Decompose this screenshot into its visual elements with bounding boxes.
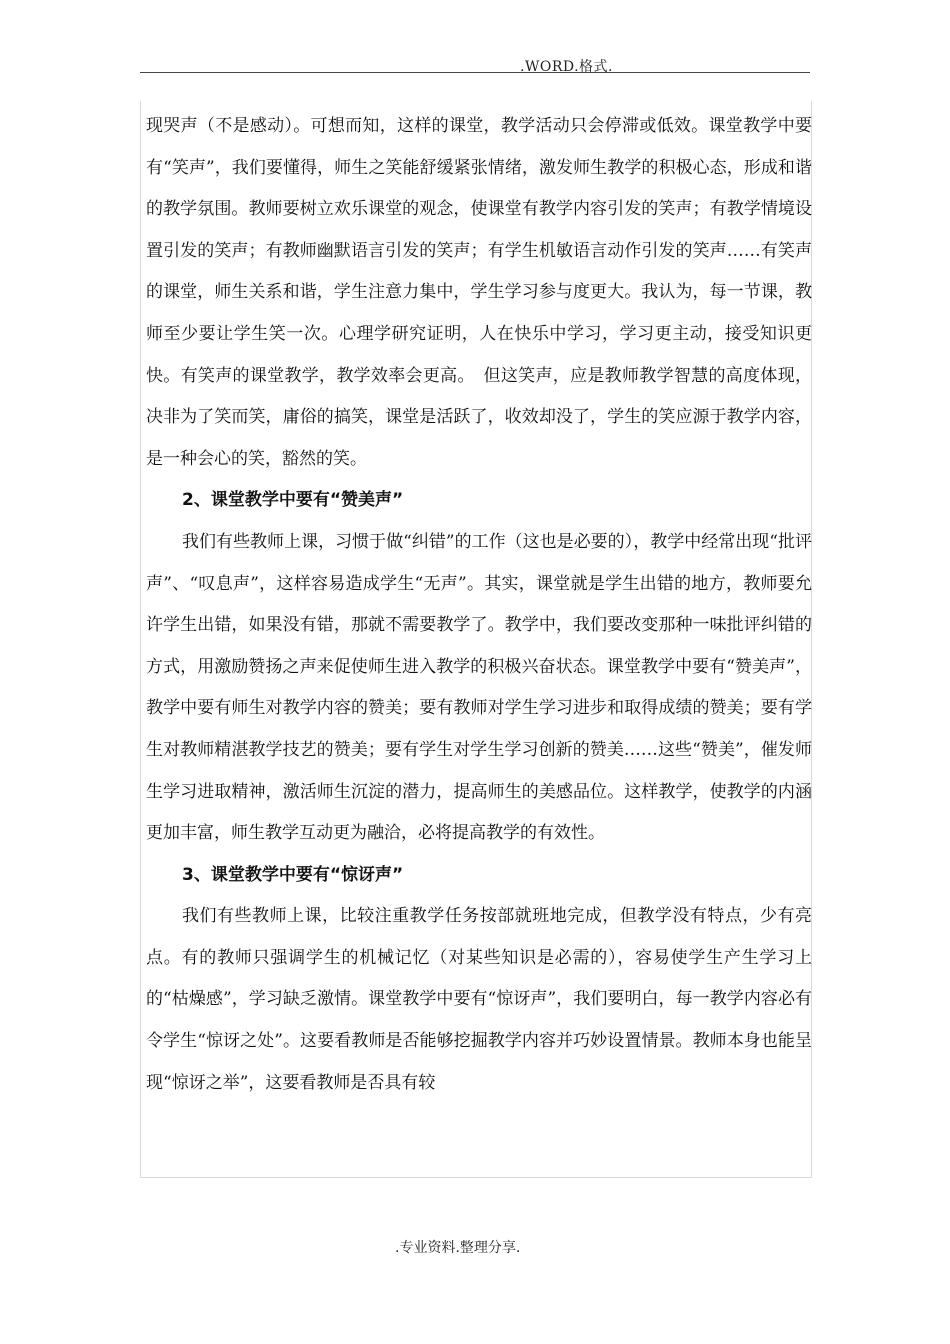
document-body: [146, 106, 812, 1104]
paragraph-1: 现哭声（不是感动）。可想而知，这样的课堂，教学活动只会停滞或低效。课堂教学中要有“笑声”，我们要懂得，师生之笑能舒缓紧张情绪，激发师生教学的积极心态，形成和谐的教学氛围。教师要树立欢乐课堂的观念，使课堂有教学内容引发的笑声；有教学情境设置引发的笑声；有教师幽默语言引发的笑声；有学生机敏语言动作引发的笑声……有笑声的课堂，师生关系和谐，学生注意力集中，学生学习参与度更大。我认为，每一节课，教师至少要让学生笑一次。心理学研究证明，人在快乐中学习，学习更主动，接受知识更快。有笑声的课堂教学，教学效率会更高。 但这笑声，应是教师教学智慧的高度体现，决非为了笑而笑，庸俗的搞笑，课堂是活跃了，收效却没了，学生的笑应源于教学内容，是一种会心的笑，豁然的笑。: [146, 116, 812, 469]
paragraph-2: 我们有些教师上课，习惯于做“纠错”的工作（这也是必要的），教学中经常出现“批评声”、“叹息声”，这样容易造成学生“无声”。其实，课堂就是学生出错的地方，教师要允许学生出错，如果没有错，那就不需要教学了。教学中，我们要改变那种一味批评纠错的方式，用激励赞扬之声来促使师生进入教学的积极兴奋状态。课堂教学中要有“赞美声”，教学中要有师生对教学内容的赞美；要有教师对学生学习进步和取得成绩的赞美；要有学生对教师精湛教学技艺的赞美；要有学生对学生学习创新的赞美……这些“赞美”，催发师生学习进取精神，激活师生沉淀的潜力，提高师生的美感品位。这样教学，使教学的内涵更加丰富，师生教学互动更为融洽，必将提高教学的有效性。: [146, 531, 812, 844]
page-header: .WORD.格式.: [520, 59, 613, 75]
section-heading-2: 2、课堂教学中要有“赞美声”: [182, 490, 404, 511]
section-heading-3: 3、课堂教学中要有“惊讶声”: [182, 864, 404, 885]
page-footer: .专业资料.整理分享.: [395, 1240, 521, 1256]
header-divider: [140, 72, 810, 73]
paragraph-3: 我们有些教师上课，比较注重教学任务按部就班地完成，但教学没有特点，少有亮点。有的教师只强调学生的机械记忆（对某些知识是必需的），容易使学生产生学习上的“枯燥感”，学习缺乏激情。课堂教学中要有“惊讶声”，我们要明白，每一教学内容必有令学生“惊讶之处”。这要看教师是否能够挖掘教学内容并巧妙设置情景。教师本身也能呈现“惊讶之举”，这要看教师是否具有较: [146, 906, 812, 1093]
